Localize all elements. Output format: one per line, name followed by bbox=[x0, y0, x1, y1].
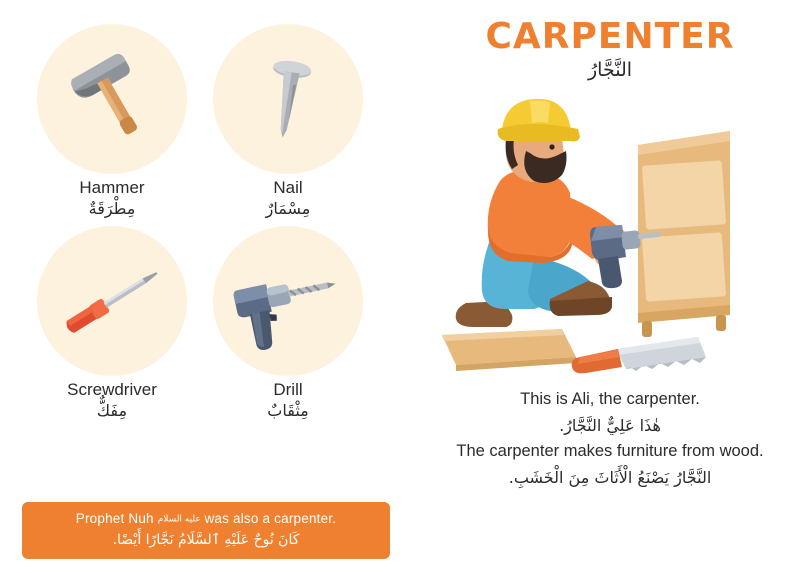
vocab-label-en: Nail bbox=[273, 178, 303, 197]
vocab-label-ar: مِثْقَابٌ bbox=[267, 401, 309, 420]
carpenter-figure bbox=[456, 99, 631, 327]
vocab-label-en: Drill bbox=[273, 380, 303, 399]
vocab-icon-circle bbox=[37, 226, 187, 376]
vocab-label-en: Hammer bbox=[79, 178, 145, 197]
hammer-icon bbox=[57, 44, 167, 154]
vocab-icon-circle bbox=[213, 226, 363, 376]
caption-line2-ar: النَّجَّارُ يَصْنَعُ الْأَثَاثَ مِنَ الْخَشَبِ. bbox=[508, 467, 712, 487]
vocab-label-en: Screwdriver bbox=[67, 380, 157, 399]
fact-banner-en bbox=[32, 511, 380, 526]
fact-banner bbox=[22, 502, 390, 559]
nail-icon bbox=[233, 44, 343, 154]
vocab-label-ar: مِفَكٌّ bbox=[96, 401, 128, 420]
honorific-text: عليه السلام bbox=[157, 514, 201, 525]
screwdriver-icon bbox=[47, 246, 177, 356]
vocab-item-drill bbox=[206, 226, 370, 420]
fact-banner-ar: كَانَ نُوحٌ عَلَيْهِ ٱلسَّلَامُ نَجَّارًا أَيْضًا. bbox=[112, 532, 300, 548]
vocab-icon-circle bbox=[37, 24, 187, 174]
saw-shape bbox=[572, 337, 706, 373]
drill-icon bbox=[226, 246, 351, 356]
caption-line2-en: The carpenter makes furniture from wood. bbox=[456, 441, 764, 460]
carpenter-illustration-svg bbox=[430, 85, 790, 385]
page-title-arabic: النَّجَّارُ bbox=[587, 59, 633, 81]
vocab-label-ar: مِطْرَقَةٌ bbox=[88, 199, 136, 218]
vocab-item-hammer bbox=[30, 24, 194, 218]
vocabulary-grid bbox=[30, 24, 370, 420]
vocab-icon-circle bbox=[213, 24, 363, 174]
vocab-label-ar: مِسْمَارٌ bbox=[265, 199, 311, 218]
content-panel bbox=[420, 0, 800, 573]
fact-text-before: Prophet Nuh bbox=[75, 511, 154, 526]
caption-line1-ar: هٰذَا عَلِيٌّ النَّجَّارُ. bbox=[559, 415, 661, 435]
carpenter-illustration bbox=[430, 85, 790, 385]
caption-line1-en: This is Ali, the carpenter. bbox=[520, 390, 700, 408]
page-title: CARPENTER bbox=[485, 16, 735, 57]
vocab-item-nail bbox=[206, 24, 370, 218]
wood-board-shape bbox=[442, 329, 576, 371]
fact-text-after: was also a carpenter. bbox=[204, 511, 337, 526]
caption-block bbox=[420, 387, 800, 491]
vocab-item-screwdriver bbox=[30, 226, 194, 420]
